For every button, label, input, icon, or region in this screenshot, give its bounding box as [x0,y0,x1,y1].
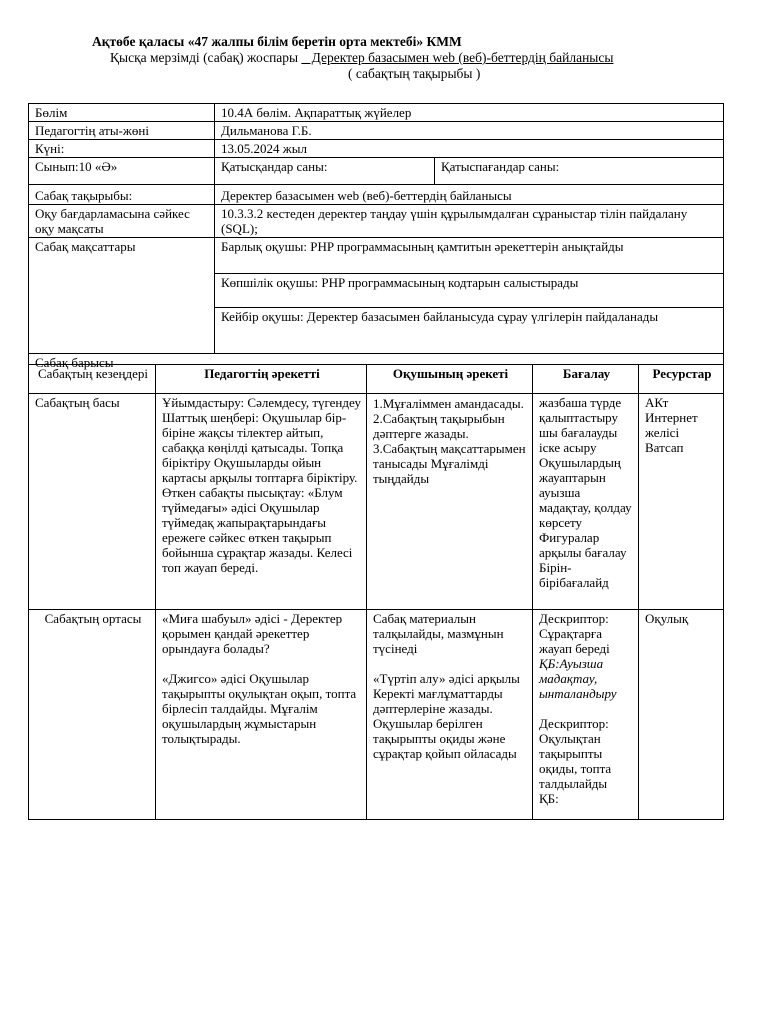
stage-middle: Сабақтың ортасы [29,610,156,820]
student-method: «Түртіп алу» әдісі арқылы [373,671,520,686]
header-assessment: Бағалау [533,365,639,394]
teacher-jigsaw: «Джигсо» әдісі Оқушылар тақырыпты оқулықтан оқып, топта бірлесіп талдайды. Мұғалім оқушылардың жұмыстарын толықтырады. [162,671,357,746]
school-name: Ақтөбе қаласы «47 жалпы білім беретін орта мектебі» КММ [92,34,462,49]
objective-most: Көпшілік оқушы: PHP программасының кодтарын салыстырады [215,274,724,308]
section-value: 10.4А бөлім. Ақпараттық жүйелер [215,104,724,122]
header-stages: Сабақтың кезеңдері [29,365,156,394]
header-resources: Ресурстар [639,365,724,394]
student-action-start: 1.Мұғаліммен амандасады. 2.Сабақтың тақырыбын дәптерге жазады. 3.Сабақтың мақсаттарымен танысады Мұғалімді тыңдайды [367,394,533,610]
teacher-action-start: Ұйымдастыру: Сәлемдесу, түгендеу Шаттық шеңбері: Оқушылар бір-біріне жақсы тілектер айтып, сабаққа көңілді қатысады. Топқа біріктіру Оқушыларды ойын картасы арқылы топтарға біріктіру. Өткен сабақты пысықтау: «Блум түймедағы» әдісі Оқушылар түймедақ жапырақтарындағы ережеге сәйкес өткен тақырып бойынша сұрақтар жазады. Келесі топ жауап береді. [156,394,367,610]
topic-label: Сабақ тақырыбы: [29,185,215,205]
plan-prefix: Қысқа мерзімді (сабақ) жоспары [110,50,299,65]
section-label: Бөлім [29,104,215,122]
assessment-middle [533,610,639,820]
present-count-label: Қатысқандар саны: [215,158,435,185]
descriptor-1: Дескриптор: Сұрақтарға жауап береді [539,611,610,656]
date-label: Күні: [29,140,215,158]
objective-all: Барлық оқушы: PHP программасының қамтитын әрекеттерін анықтайды [215,238,724,274]
topic-value: Деректер базасымен web (веб)-беттердің байланысы [215,185,724,205]
formative-assessment-1: ҚБ:Ауызша мадақтау, ынталандыру [539,656,617,701]
header-student-action: Оқушының әрекеті [367,365,533,394]
lesson-progress-table [28,364,724,820]
teacher-label: Педагогтің аты-жөні [29,122,215,140]
learning-goal-value: 10.3.3.2 кестеден деректер таңдау үшін құрылымдалған сұраныстар тілін пайдалану (SQL); [215,205,724,238]
formative-assessment-2: ҚБ: [539,791,559,806]
student-discuss: Сабақ материалын талқылайды, мазмұнын түсінеді [373,611,504,656]
teacher-brainstorm: «Миға шабуыл» әдісі - Деректер қорымен қандай әрекеттер орындауға болады? [162,611,343,656]
student-action-middle [367,610,533,820]
objective-some: Кейбір оқушы: Деректер базасымен байланысуда сұрау үлгілерін пайдаланады [215,308,724,354]
resources-middle: Оқулық [639,610,724,820]
learning-goal-label: Оқу бағдарламасына сәйкес оқу мақсаты [29,205,215,238]
descriptor-2: Дескриптор: Оқулықтан тақырыпты оқиды, топта талдылайды [539,716,612,791]
plan-topic: _ Деректер базасымен web (веб)-беттердің байланысы [301,50,614,65]
stage-start: Сабақтың басы [29,394,156,610]
topic-caption: ( сабақтың тақырыбы ) [348,66,481,81]
header-teacher-action: Педагогтің әрекетті [156,365,367,394]
assessment-start: жазбаша түрде қалыптастыру шы бағалауды іске асыру Оқушылардың жауаптарын ауызша мадақтау, қолдау көрсету Фигуралар арқылы бағалау Бірін-бірібағалайд [533,394,639,610]
class-label: Сынып:10 «Ә» [29,158,215,185]
plan-title [110,50,613,65]
teacher-value: Дильманова Г.Б. [215,122,724,140]
lesson-info-table [28,103,724,371]
resources-start: АКт Интернет желісі Ватсап [639,394,724,610]
student-notes: Керекті мағлұматтарды дәптерлеріне жазады. Оқушылар берілген тақырыпты оқиды және сұрақтар қойып ойласады [373,686,517,761]
teacher-action-middle [156,610,367,820]
date-value: 13.05.2024 жыл [215,140,724,158]
progress-label: Сабақ барысы [29,354,724,372]
absent-count-label: Қатыспағандар саны: [435,158,724,185]
objectives-label: Сабақ мақсаттары [29,238,215,354]
